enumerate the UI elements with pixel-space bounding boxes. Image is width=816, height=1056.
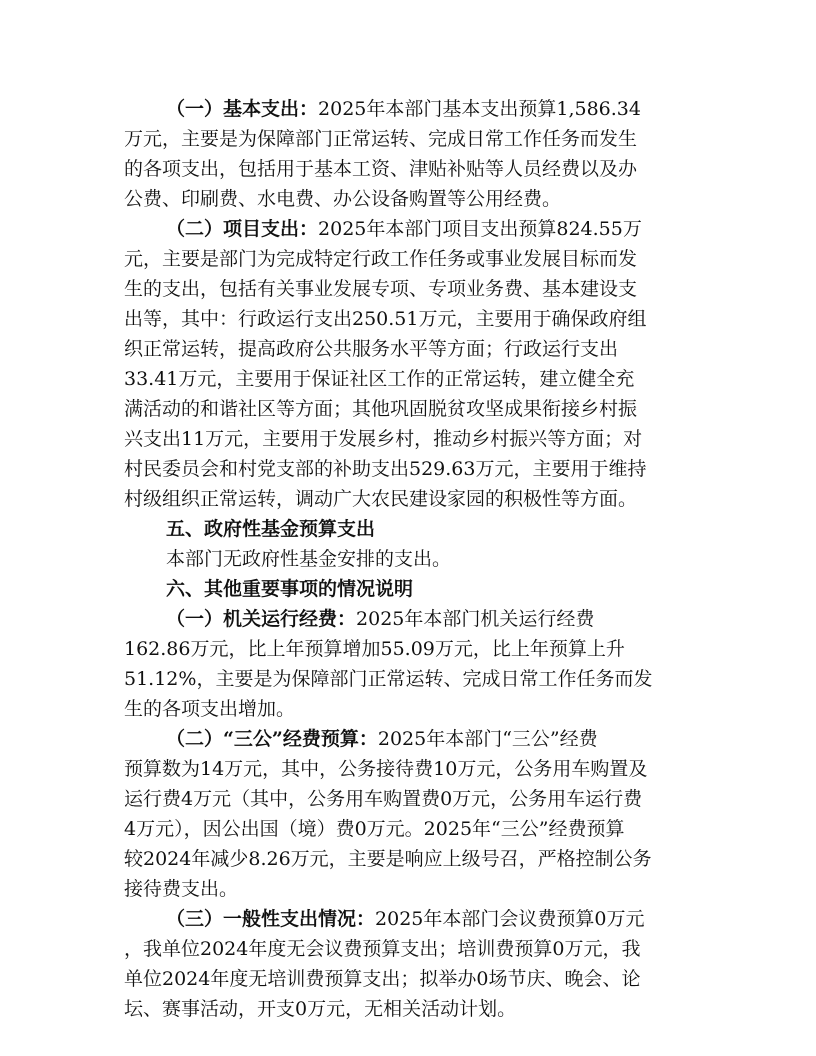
- text-segment: 2025年本部门基本支出预算1,586.34: [318, 98, 641, 120]
- text-line: [124, 274, 637, 304]
- text-segment: 生的各项支出增加。: [124, 698, 296, 720]
- text-line: [124, 424, 642, 454]
- text-line: [166, 514, 375, 544]
- bold-label: 六、其他重要事项的情况说明: [166, 578, 414, 600]
- bold-label: （一）机关运行经费：: [166, 608, 357, 630]
- text-line: [124, 964, 640, 994]
- text-line: [124, 634, 625, 664]
- text-line: [166, 544, 451, 574]
- text-segment: 运行费4万元（其中，公务用车购置费0万元，公务用车运行费: [124, 788, 643, 810]
- text-segment: 接待费支出。: [124, 878, 239, 900]
- text-line: [124, 754, 647, 784]
- bold-label: （二）项目支出：: [166, 218, 319, 240]
- text-segment: 4万元），因公出国（境）费0万元。2025年“三公”经费预算: [124, 818, 625, 840]
- text-segment: 公费、印刷费、水电费、办公设备购置等公用经费。: [124, 188, 562, 210]
- text-line: [124, 154, 637, 184]
- text-line: [124, 304, 646, 334]
- text-segment: 2025年本部门会议费预算0万元: [375, 908, 645, 930]
- bold-label: （一）基本支出：: [166, 98, 319, 120]
- text-segment: 兴支出11万元，主要用于发展乡村，推动乡村振兴等方面；对: [124, 428, 643, 450]
- text-line: [166, 604, 594, 634]
- text-line: [124, 874, 238, 904]
- text-line: [124, 124, 637, 154]
- text-line: [124, 184, 561, 214]
- text-line: [124, 664, 652, 694]
- text-line: [166, 724, 598, 754]
- text-line: [124, 454, 646, 484]
- text-segment: 2025年本部门机关运行经费: [356, 608, 595, 630]
- text-line: [124, 934, 640, 964]
- text-line: [124, 334, 618, 364]
- text-line: [124, 484, 637, 514]
- text-segment: 村级组织正常运转，调动广大农民建设家园的积极性等方面。: [124, 488, 638, 510]
- text-segment: 51.12%，主要是为保障部门正常运转、完成日常工作任务而发: [124, 668, 653, 690]
- text-segment: ，我单位2024年度无会议费预算支出；培训费预算0万元，我: [124, 938, 641, 960]
- text-line: [124, 784, 642, 814]
- text-segment: 坛、赛事活动，开支0万元，无相关活动计划。: [124, 998, 517, 1020]
- text-segment: 单位2024年度无培训费预算支出；拟举办0场节庆、晚会、论: [124, 968, 641, 990]
- text-segment: 2025年本部门项目支出预算824.55万: [318, 218, 642, 240]
- text-segment: 织正常运转，提高政府公共服务水平等方面；行政运行支出: [124, 338, 619, 360]
- text-line: [124, 394, 637, 424]
- text-line: [166, 214, 642, 244]
- text-segment: 村民委员会和村党支部的补助支出529.63万元，主要用于维持: [124, 458, 647, 480]
- text-line: [124, 844, 652, 874]
- text-segment: 33.41万元，主要用于保证社区工作的正常运转，建立健全充: [124, 368, 635, 390]
- text-segment: 出等，其中：行政运行支出250.51万元，主要用于确保政府组: [124, 308, 647, 330]
- text-line: [166, 574, 413, 604]
- bold-label: 五、政府性基金预算支出: [166, 518, 376, 540]
- bold-label: （二）“三公”经费预算：: [166, 728, 378, 750]
- text-segment: 较2024年减少8.26万元，主要是响应上级号召，严格控制公务: [124, 848, 652, 870]
- text-line: [166, 94, 641, 124]
- text-line: [124, 814, 624, 844]
- text-segment: 预算数为14万元，其中，公务接待费10万元，公务用车购置及: [124, 758, 648, 780]
- text-line: [166, 904, 644, 934]
- text-segment: 2025年本部门“三公”经费: [377, 728, 598, 750]
- text-segment: 162.86万元，比上年预算增加55.09万元，比上年预算上升: [124, 638, 625, 660]
- text-segment: 的各项支出，包括用于基本工资、津贴补贴等人员经费以及办: [124, 158, 638, 180]
- text-segment: 元，主要是部门为完成特定行政工作任务或事业发展目标而发: [124, 248, 638, 270]
- text-line: [124, 244, 637, 274]
- text-line: [124, 364, 634, 394]
- text-line: [124, 994, 516, 1024]
- text-segment: 生的支出，包括有关事业发展专项、专项业务费、基本建设支: [124, 278, 638, 300]
- text-line: [124, 694, 295, 724]
- text-segment: 满活动的和谐社区等方面；其他巩固脱贫攻坚成果衔接乡村振: [124, 398, 638, 420]
- text-segment: 本部门无政府性基金安排的支出。: [166, 548, 452, 570]
- bold-label: （三）一般性支出情况：: [166, 908, 376, 930]
- text-segment: 万元，主要是为保障部门正常运转、完成日常工作任务而发生: [124, 128, 638, 150]
